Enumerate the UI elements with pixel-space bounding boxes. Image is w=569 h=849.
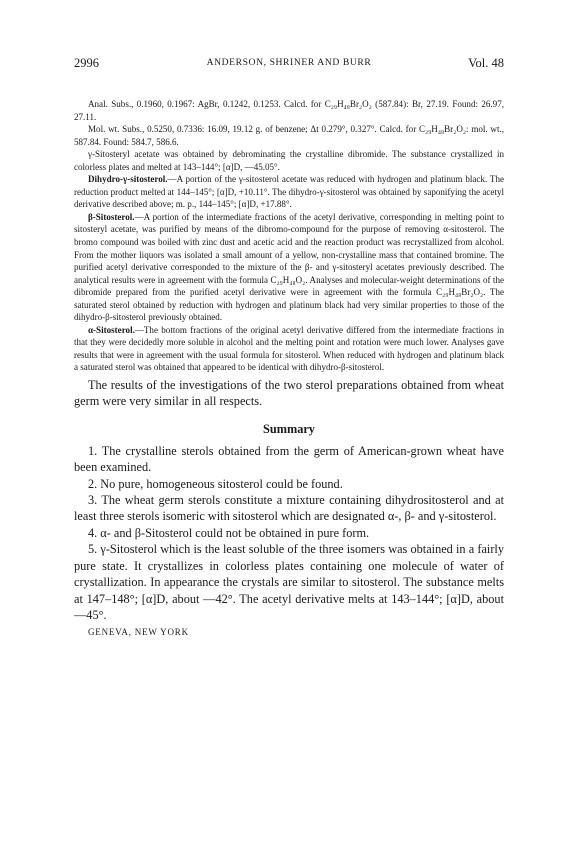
beta-title: β-Sitosterol. — [88, 211, 135, 222]
analysis-paragraph: Anal. Subs., 0.1960, 0.1967: AgBr, 0.1242, 0.1253. Calcd. for C₂₉H₄₈Br₂O₂ (587.84): Br, 27.19. Found: 26.97, 27.11. — [74, 99, 504, 122]
alpha-body: —The bottom fractions of the original acetyl derivative differed from the intermediate fractions in that they were decidedly more soluble in alcohol and the melting point and rotation were much lower. Analyses gave results that were in agreement with the usual formula for sitosterol. When reduced with hydrogen and platinum black a saturated sterol was obtained that appeared to be identical with dihydro-β-sitosterol. — [74, 324, 504, 373]
page-header — [74, 56, 504, 74]
volume-label: Vol. 48 — [468, 56, 504, 70]
beta-body: —A portion of the intermediate fractions of the acetyl derivative, corresponding in melting point to sitosteryl acetate, was purified by means of the dibromo-compound for the purpose of removing α-sitosterol. The bromo compound was boiled with zinc dust and acetic acid and the reaction product was recrystallized from alcohol. From the mother liquors was isolated a small amount of a yellow, non-crystalline mass that contained bromine. The purified acetyl derivative corresponded to the mixture of the β- and γ-sitosteryl acetates previously described. The analytical results were in agreement with the formula C₂₉H₄₈O₂. Analyses and molecular-weight determinations of the dibromide prepared from the purified acetyl derivative were in agreement with the formula C₂₉H₄₈Br₂O₂. The saturated sterol obtained by reduction with hydrogen and platinum black had very similar properties to those of the dihydro-β-sitosterol previously obtained. — [74, 211, 504, 323]
summary-item: 3. The wheat germ sterols constitute a mixture containing dihydrositosterol and at least three sterols isomeric with sitosterol which are designated α-, β- and γ-sitosterol. — [74, 493, 504, 524]
summary-item: 1. The crystalline sterols obtained from the germ of American-grown wheat have been examined. — [74, 443, 504, 475]
journal-page — [74, 56, 504, 637]
dihydro-paragraph — [74, 173, 504, 211]
summary-item: 4. α- and β-Sitosterol could not be obtained in pure form. — [88, 525, 370, 540]
alpha-paragraph — [74, 324, 504, 374]
page-number: 2996 — [74, 56, 99, 70]
author-location: GENEVA, NEW YORK — [88, 627, 189, 638]
dihydro-body: —A portion of the γ-sitosterol acetate was reduced with hydrogen and platinum black. The reduction product melted at 144–145°; [α]D, +10.11°. The dihydro-γ-sitosterol was obtained by saponifying the acetyl derivative described above; m. p., 144–145°; [α]D, +17.88°. — [74, 174, 504, 210]
gamma-acetate-paragraph: γ-Sitosteryl acetate was obtained by debrominating the crystalline dibromide. The substance crystallized in colorless plates and melted at 143–144°; [α]D, —45.05°. — [74, 149, 504, 172]
dihydro-title: Dihydro-γ-sitosterol. — [88, 174, 168, 185]
experimental-section — [74, 98, 504, 374]
molecular-weight-paragraph: Mol. wt. Subs., 0.5250, 0.7336: 16.09, 19.12 g. of benzene; Δt 0.279°, 0.327°. Calcd. for C₂₉H₄₈Br₂O₂: mol. wt., 587.84. Found: 584.7, 586.6. — [74, 124, 504, 147]
conclusion-paragraph: The results of the investigations of the two sterol preparations obtained from wheat germ were very similar in all respects. — [74, 378, 504, 409]
summary-heading: Summary — [263, 421, 315, 436]
summary-item: 2. No pure, homogeneous sitosterol could be found. — [88, 476, 343, 491]
summary-item: 5. γ-Sitosterol which is the least soluble of the three isomers was obtained in a fairly pure state. It crystallizes in colorless plates containing one molecule of water of crystallization. In appearance the crystals are similar to sitosterol. The substance melts at 147–148°; [α]D, about —42°. The acetyl derivative melts at 143–144°; [α]D, about —45°. — [74, 542, 504, 622]
running-head: ANDERSON, SHRINER AND BURR — [206, 57, 372, 68]
conclusion-section — [74, 377, 504, 410]
summary-list — [74, 443, 504, 623]
beta-paragraph — [74, 211, 504, 324]
alpha-title: α-Sitosterol. — [88, 324, 135, 335]
